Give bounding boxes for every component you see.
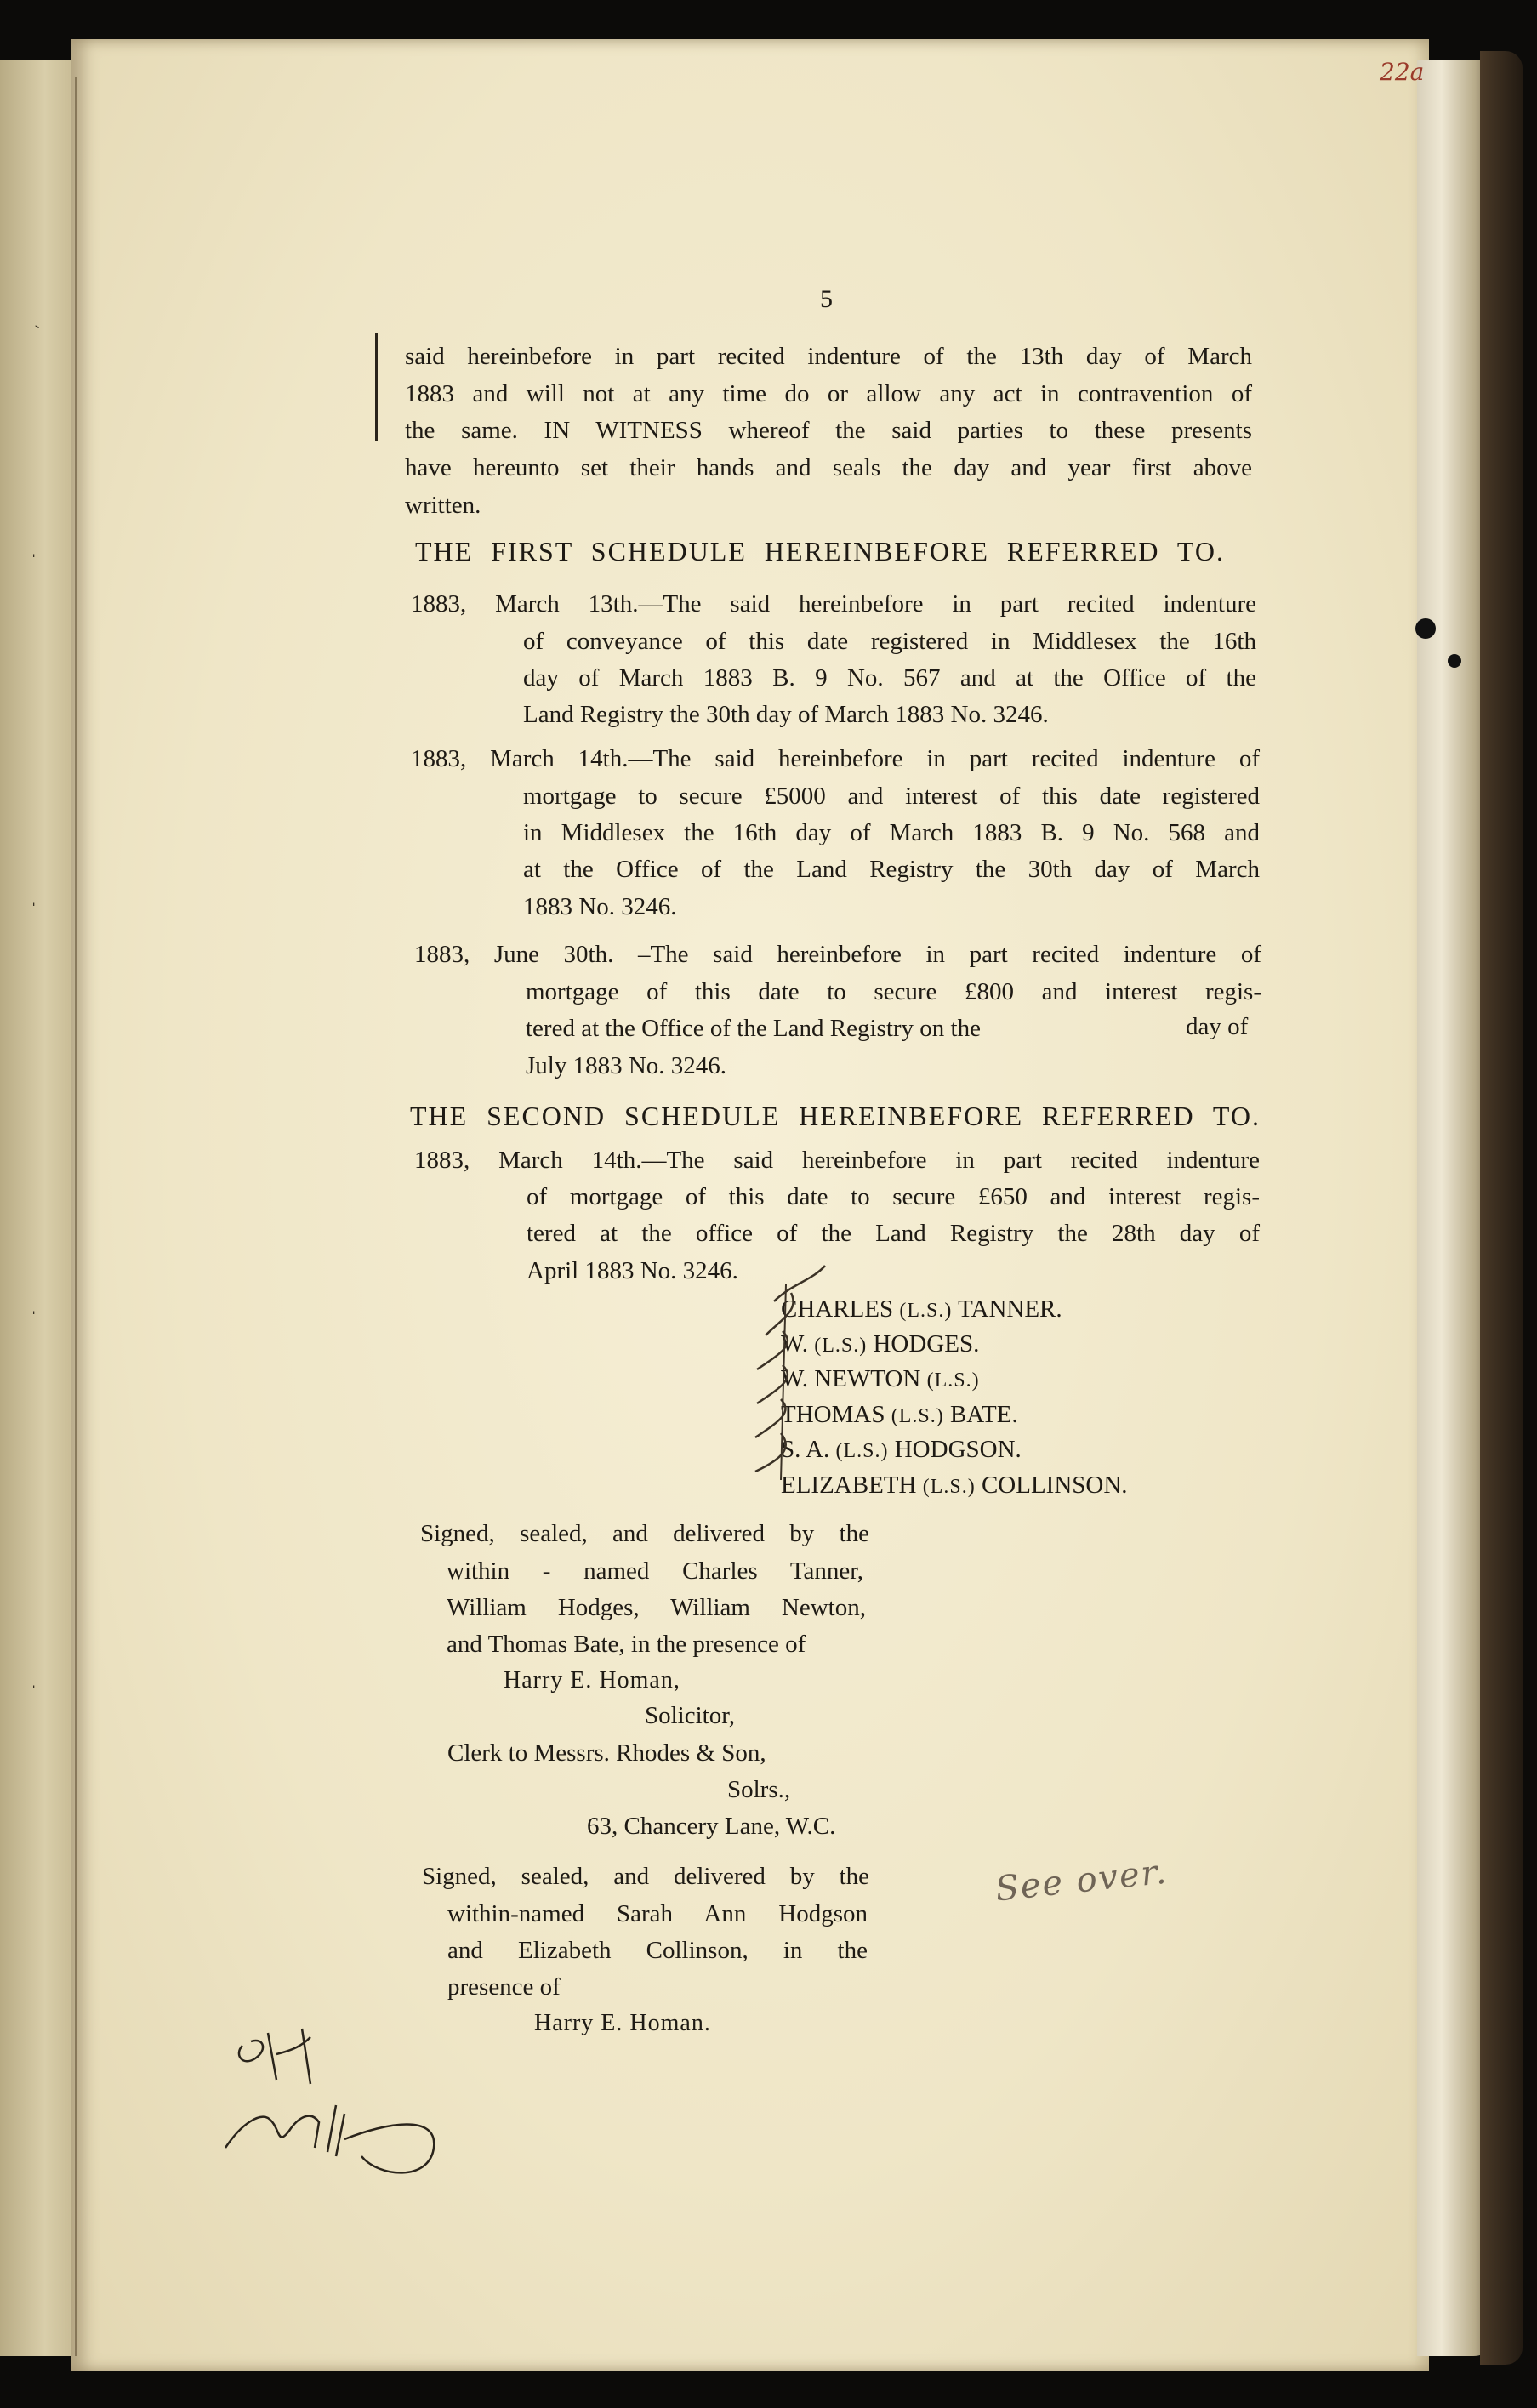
body-line: said hereinbefore in part recited indenture of the 13th day of March <box>405 343 1252 370</box>
signature-line: W. NEWTON (L.S.) <box>781 1365 980 1392</box>
schedule-line: July 1883 No. 3246. <box>526 1052 727 1079</box>
witness-name: Harry E. Homan, <box>504 1667 680 1694</box>
schedule-line: in Middlesex the 16th day of March 1883 B. 9 No. 568 and <box>523 819 1260 846</box>
handwritten-seal-marks <box>731 1250 834 1506</box>
signature-line: S. A. (L.S.) HODGSON. <box>781 1436 1022 1463</box>
address-line: 63, Chancery Lane, W.C. <box>587 1813 836 1840</box>
schedule-line: Land Registry the 30th day of March 1883 No. 3246. <box>523 701 1049 728</box>
handwritten-initials <box>217 2020 455 2190</box>
schedule-line: 1883, March 14th.—The said hereinbefore in part recited indenture <box>414 1147 1260 1174</box>
signature-line: ELIZABETH (L.S.) COLLINSON. <box>781 1472 1128 1499</box>
ink-blot <box>1403 608 1472 676</box>
corner-note: 22a <box>1380 58 1425 86</box>
signature-line: THOMAS (L.S.) BATE. <box>781 1401 1018 1428</box>
body-line: the same. IN WITNESS whereof the said parties to these presents <box>405 417 1252 444</box>
attestation-line: presence of <box>447 1973 561 2001</box>
schedule-line: 1883, March 13th.—The said hereinbefore in part recited indenture <box>411 590 1256 618</box>
signature-line: CHARLES (L.S.) TANNER. <box>781 1295 1062 1323</box>
binding-gutter <box>75 77 77 2356</box>
schedule-line: 1883, March 14th.—The said hereinbefore in part recited indenture of <box>411 745 1260 772</box>
pencil-note: See over. <box>993 1852 1170 1910</box>
schedule-line: day of March 1883 B. 9 No. 567 and at the Office of the <box>523 664 1256 692</box>
schedule-line: of mortgage of this date to secure £650 and interest regis- <box>527 1183 1260 1210</box>
body-line: 1883 and will not at any time do or allow any act in contravention of <box>405 380 1252 407</box>
attestation-line: Signed, sealed, and delivered by the <box>420 1520 869 1547</box>
margin-mark: ˌ <box>31 1667 37 1688</box>
body-line: have hereunto set their hands and seals the day and year first above <box>405 454 1252 481</box>
attestation-line: within - named Charles Tanner, <box>447 1557 863 1585</box>
clerk-line: Clerk to Messrs. Rhodes & Son, <box>447 1739 766 1767</box>
margin-mark: ˌ <box>31 536 37 557</box>
margin-mark: ˌ <box>31 1293 37 1314</box>
first-schedule-heading: THE FIRST SCHEDULE HEREINBEFORE REFERRED TO. <box>415 536 1225 566</box>
left-page-edge <box>0 60 82 2356</box>
attestation-line: and Thomas Bate, in the presence of <box>447 1631 806 1658</box>
schedule-line: tered at the office of the Land Registry the 28th day of <box>527 1220 1260 1247</box>
attestation-line: William Hodges, William Newton, <box>447 1594 866 1621</box>
attestation-line: Signed, sealed, and delivered by the <box>422 1863 869 1890</box>
schedule-line: 1883 No. 3246. <box>523 893 677 920</box>
schedule-line: mortgage of this date to secure £800 and interest regis- <box>526 978 1261 1005</box>
book-cover-edge <box>1480 51 1523 2365</box>
margin-mark: ˋ <box>34 322 41 343</box>
margin-bracket <box>375 333 378 441</box>
page-number: 5 <box>820 285 833 313</box>
solrs-line: Solrs., <box>727 1776 791 1803</box>
attestation-line: and Elizabeth Collinson, in the <box>447 1937 868 1964</box>
schedule-line: at the Office of the Land Registry the 30th day of March <box>523 856 1260 883</box>
schedule-line: day of <box>1186 1013 1249 1040</box>
attestation-line: within-named Sarah Ann Hodgson <box>447 1900 868 1927</box>
schedule-line: mortgage to secure £5000 and interest of this date registered <box>523 783 1260 810</box>
schedule-line: of conveyance of this date registered in Middlesex the 16th <box>523 628 1256 655</box>
signature-line: W. (L.S.) HODGES. <box>781 1330 980 1358</box>
schedule-line: tered at the Office of the Land Registry on the <box>526 1015 981 1042</box>
witness-title: Solicitor, <box>645 1702 735 1729</box>
schedule-line: April 1883 No. 3246. <box>527 1257 738 1284</box>
second-schedule-heading: THE SECOND SCHEDULE HEREINBEFORE REFERRED TO. <box>410 1101 1261 1131</box>
witness-name: Harry E. Homan. <box>534 2010 711 2036</box>
schedule-line: 1883, June 30th. –The said hereinbefore in part recited indenture of <box>414 941 1261 968</box>
margin-mark: ˌ <box>31 885 37 906</box>
body-line: written. <box>405 492 481 519</box>
